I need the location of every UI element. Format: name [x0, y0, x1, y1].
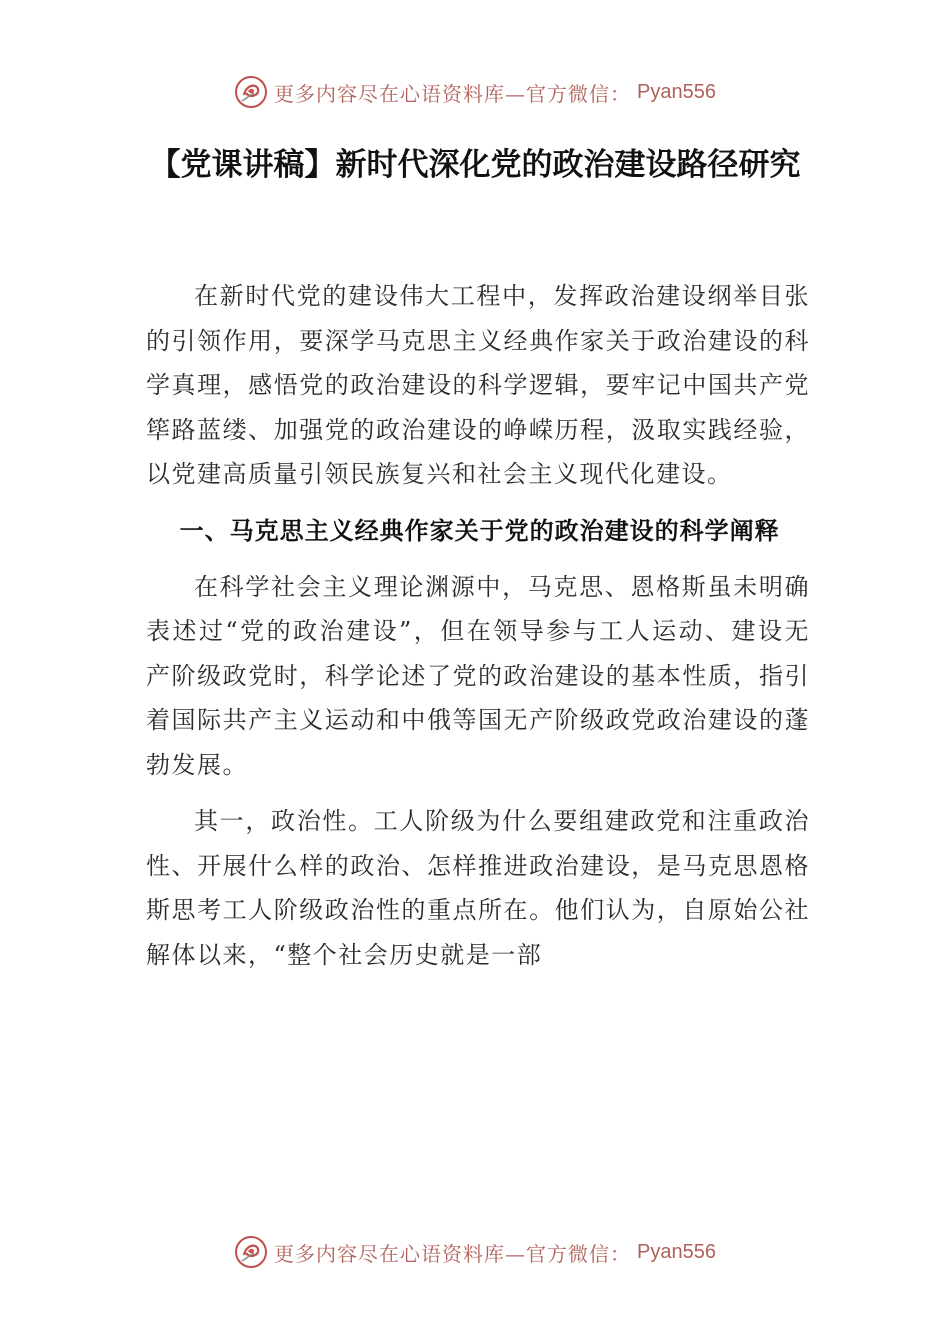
section-heading: 一、马克思主义经典作家关于党的政治建设的科学阐释	[179, 516, 780, 545]
body-paragraph: 在科学社会主义理论渊源中，马克思、恩格斯虽未明确表述过“党的政治建设”，但在领导参与工人运动、建设无产阶级政党时，科学论述了党的政治建设的基本性质，指引着国际共产主义运动和中俄等国无产阶级政党政治建设的蓬勃发展。	[146, 572, 810, 779]
rose-logo-icon	[234, 75, 268, 109]
watermark-text: 更多内容尽在心语资料库—官方微信：	[274, 81, 632, 106]
watermark-text: 更多内容尽在心语资料库—官方微信：	[274, 1241, 632, 1266]
document-body	[146, 274, 810, 989]
watermark-header	[0, 72, 950, 112]
intro-paragraph: 在新时代党的建设伟大工程中，发挥政治建设纲举目张的引领作用，要深学马克思主义经典作家关于政治建设的科学真理，感悟党的政治建设的科学逻辑，要牢记中国共产党筚路蓝缕、加强党的政治建设的峥嵘历程，汲取实践经验，以党建高质量引领民族复兴和社会主义现代化建设。	[146, 282, 810, 488]
body-paragraph: 其一，政治性。工人阶级为什么要组建政党和注重政治性、开展什么样的政治、怎样推进政治建设，是马克思恩格斯思考工人阶级政治性的重点所在。他们认为，自原始公社解体以来，“整个社会历史就是一部	[146, 807, 810, 969]
document-title: 【党课讲稿】新时代深化党的政治建设路径研究	[149, 147, 801, 183]
rose-logo-icon	[234, 1235, 268, 1269]
watermark-wechat-id: Pyan556	[637, 80, 716, 103]
watermark-wechat-id: Pyan556	[637, 1240, 716, 1263]
watermark-footer	[0, 1232, 950, 1272]
